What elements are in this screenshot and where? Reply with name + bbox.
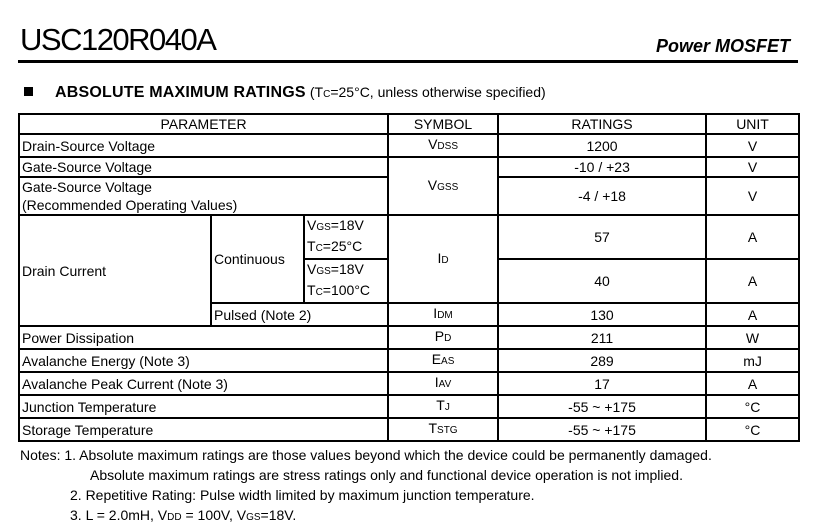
header-symbol: SYMBOL (388, 114, 498, 134)
param: Avalanche Energy (Note 3) (19, 349, 388, 372)
symbol: IDM (388, 303, 498, 326)
unit: A (706, 215, 799, 259)
rating: -10 / +23 (498, 157, 706, 177)
section-condition: (TC=25°C, unless otherwise specified) (309, 84, 546, 100)
symbol: ID (388, 215, 498, 303)
symbol: VGSS (388, 157, 498, 215)
table-header-row (19, 114, 799, 134)
table-row (19, 326, 799, 349)
rating: -55 ~ +175 (498, 418, 706, 441)
unit: V (706, 134, 799, 157)
product-type: Power MOSFET (655, 36, 790, 56)
param: Avalanche Peak Current (Note 3) (19, 372, 388, 395)
section-heading (24, 82, 546, 105)
table-row (19, 395, 799, 418)
table-row (19, 215, 799, 259)
rating: 1200 (498, 134, 706, 157)
header-ratings: RATINGS (498, 114, 706, 134)
param: Storage Temperature (19, 418, 388, 441)
condition-pulsed: Pulsed (Note 2) (211, 303, 388, 326)
param: Drain-Source Voltage (19, 134, 388, 157)
note-2: 2. Repetitive Rating: Pulse width limited by maximum junction temperature. (70, 487, 535, 503)
ratings-table (18, 113, 800, 442)
rating: 57 (498, 215, 706, 259)
rating: 17 (498, 372, 706, 395)
note-3: 3. L = 2.0mH, VDD = 100V, VGS=18V. (70, 507, 297, 523)
unit: °C (706, 418, 799, 441)
param: Drain Current (19, 215, 211, 326)
symbol: IAV (388, 372, 498, 395)
unit: V (706, 157, 799, 177)
rating: 289 (498, 349, 706, 372)
note-1: Notes: 1. Absolute maximum ratings are those values beyond which the device could be permanently damaged. (20, 447, 712, 463)
unit: mJ (706, 349, 799, 372)
condition-continuous: Continuous (211, 215, 304, 303)
table-row (19, 134, 799, 157)
unit: W (706, 326, 799, 349)
condition: VGS=18V TC=100°C (304, 259, 388, 303)
part-number: USC120R040A (20, 22, 216, 57)
table-row (19, 349, 799, 372)
table-row (19, 418, 799, 441)
rating: -55 ~ +175 (498, 395, 706, 418)
header-parameter: PARAMETER (19, 114, 388, 134)
table-row (19, 157, 799, 177)
param: Power Dissipation (19, 326, 388, 349)
symbol: EAS (388, 349, 498, 372)
symbol: VDSS (388, 134, 498, 157)
header-unit: UNIT (706, 114, 799, 134)
condition: VGS=18V TC=25°C (304, 215, 388, 259)
table-row (19, 372, 799, 395)
symbol: TJ (388, 395, 498, 418)
rating: 130 (498, 303, 706, 326)
unit: A (706, 259, 799, 303)
rating: 211 (498, 326, 706, 349)
rating: 40 (498, 259, 706, 303)
rating: -4 / +18 (498, 177, 706, 215)
symbol: TSTG (388, 418, 498, 441)
section-title: ABSOLUTE MAXIMUM RATINGS (55, 84, 306, 101)
param: Gate-Source Voltage (Recommended Operating Values) (19, 177, 388, 215)
content (18, 113, 798, 528)
bullet-square-icon (24, 87, 33, 96)
unit: A (706, 303, 799, 326)
notes (20, 445, 797, 528)
param: Gate-Source Voltage (19, 157, 388, 177)
header-rule (18, 60, 798, 63)
unit: V (706, 177, 799, 215)
symbol: PD (388, 326, 498, 349)
unit: °C (706, 395, 799, 418)
note-1-cont: Absolute maximum ratings are stress ratings only and functional device operation is not implied. (90, 467, 683, 483)
param: Junction Temperature (19, 395, 388, 418)
unit: A (706, 372, 799, 395)
